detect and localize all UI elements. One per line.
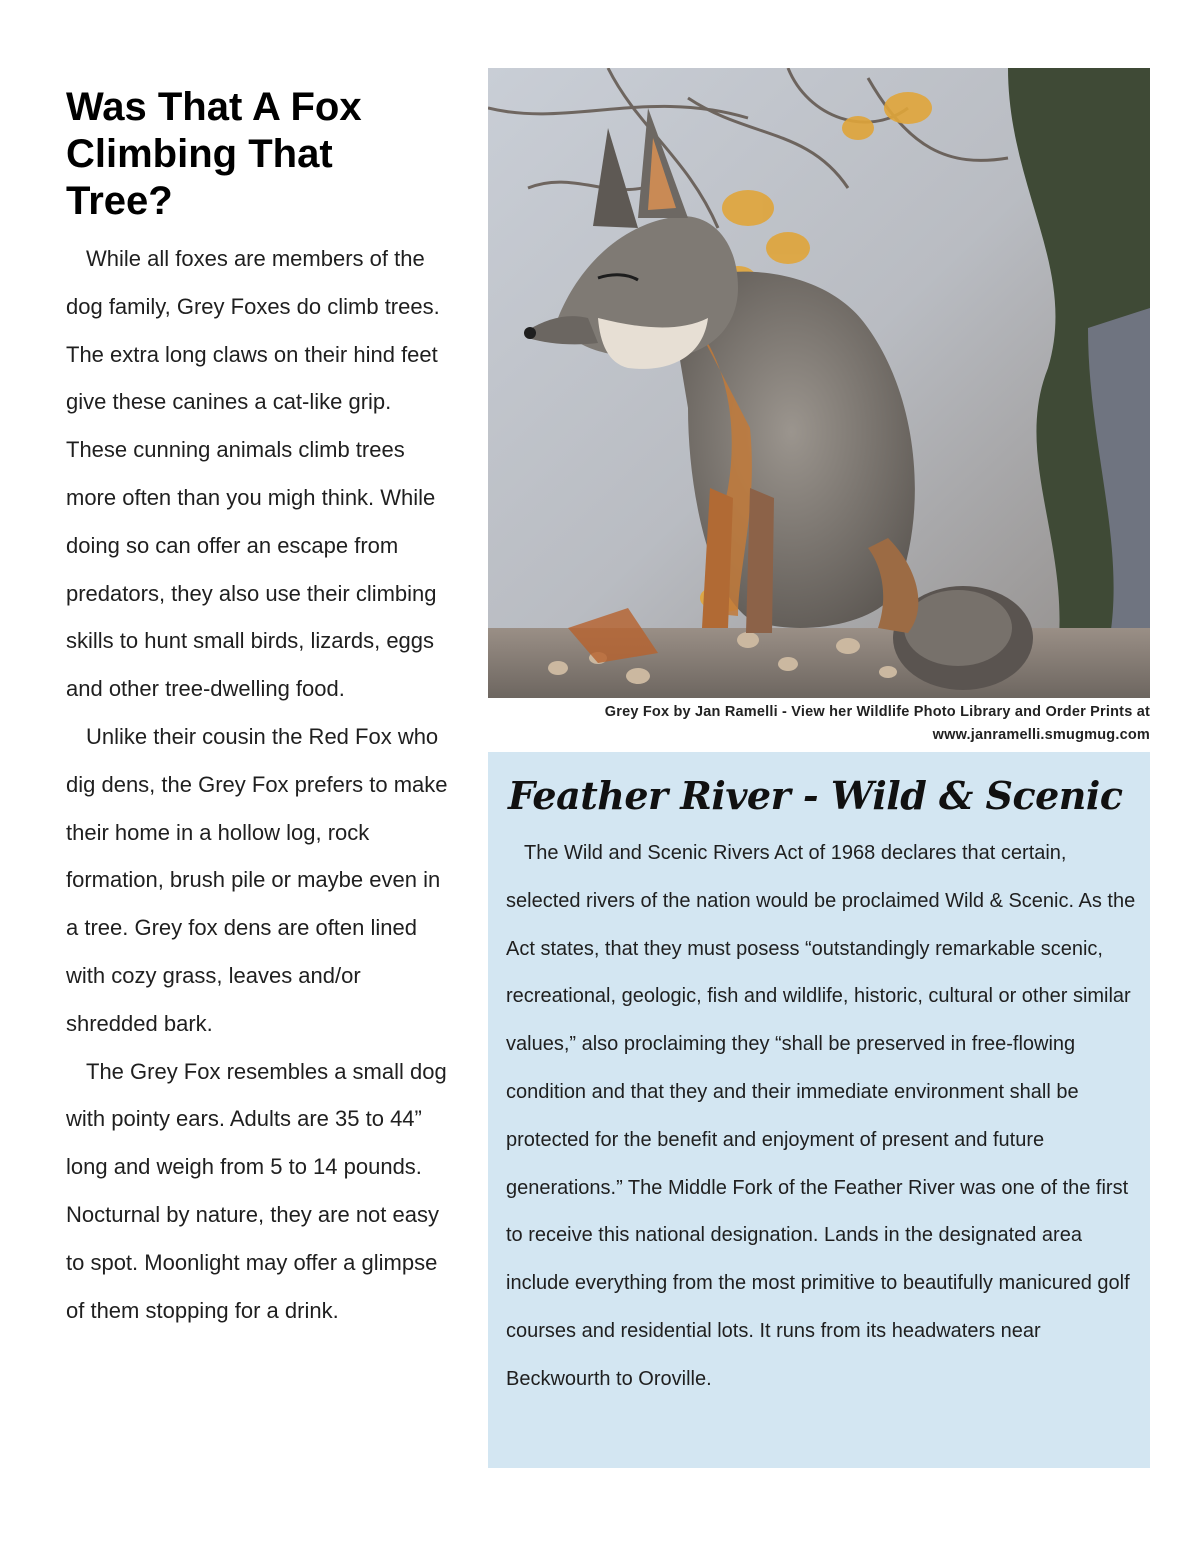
- photo-caption-line: Grey Fox by Jan Ramelli - View her Wildlife Photo Library and Order Prints at: [604, 704, 1150, 720]
- article-paragraph: The Grey Fox resembles a small dog with pointy ears. Adults are 35 to 44” long and weigh from 5 to 14 pounds. Nocturnal by nature, they are not easy to spot. Moonlight may offer a glimpse of them stopping for a drink.: [66, 1058, 447, 1323]
- feather-river-sidebar: [488, 752, 1150, 1468]
- grey-fox-photo: [488, 68, 1150, 698]
- article-paragraph: While all foxes are members of the dog family, Grey Foxes do climb trees. The extra long claws on their hind feet give these canines a cat-like grip. These cunning animals climb trees more often than you migh think. While doing so can offer an escape from predators, they also use their climbing skills to hunt small birds, lizards, eggs and other tree-dwelling food.: [66, 246, 440, 702]
- sidebar-title: Feather River - Wild & Scenic: [508, 773, 1123, 818]
- photo-caption-url: www.janramelli.smugmug.com: [932, 727, 1150, 743]
- photo-caption: [488, 701, 1150, 747]
- article-title: Was That A Fox Climbing That Tree?: [66, 85, 362, 223]
- sidebar-body: The Wild and Scenic Rivers Act of 1968 declares that certain, selected rivers of the nation would be proclaimed Wild & Scenic. As the Act states, that they must posess “outstandingly remarkable scenic, recreational, geologic, fish and wildlife, historic, cultural or other similar values,” also proclaiming they “shall be preserved in free-flowing condition and that they and their immediate environment shall be protected for the benefit and enjoyment of present and future generations.” The Middle Fork of the Feather River was one of the first to receive this national designation. Lands in the designated area include everything from the most primitive to beautifully manicured golf courses and residential lots. It runs from its headwaters near Beckwourth to Oroville.: [506, 842, 1136, 1390]
- article-column: [66, 84, 450, 1334]
- article-paragraph: Unlike their cousin the Red Fox who dig dens, the Grey Fox prefers to make their home in a hollow log, rock formation, brush pile or maybe even in a tree. Grey fox dens are often lined with cozy grass, leaves and/or shredded bark.: [66, 723, 448, 1036]
